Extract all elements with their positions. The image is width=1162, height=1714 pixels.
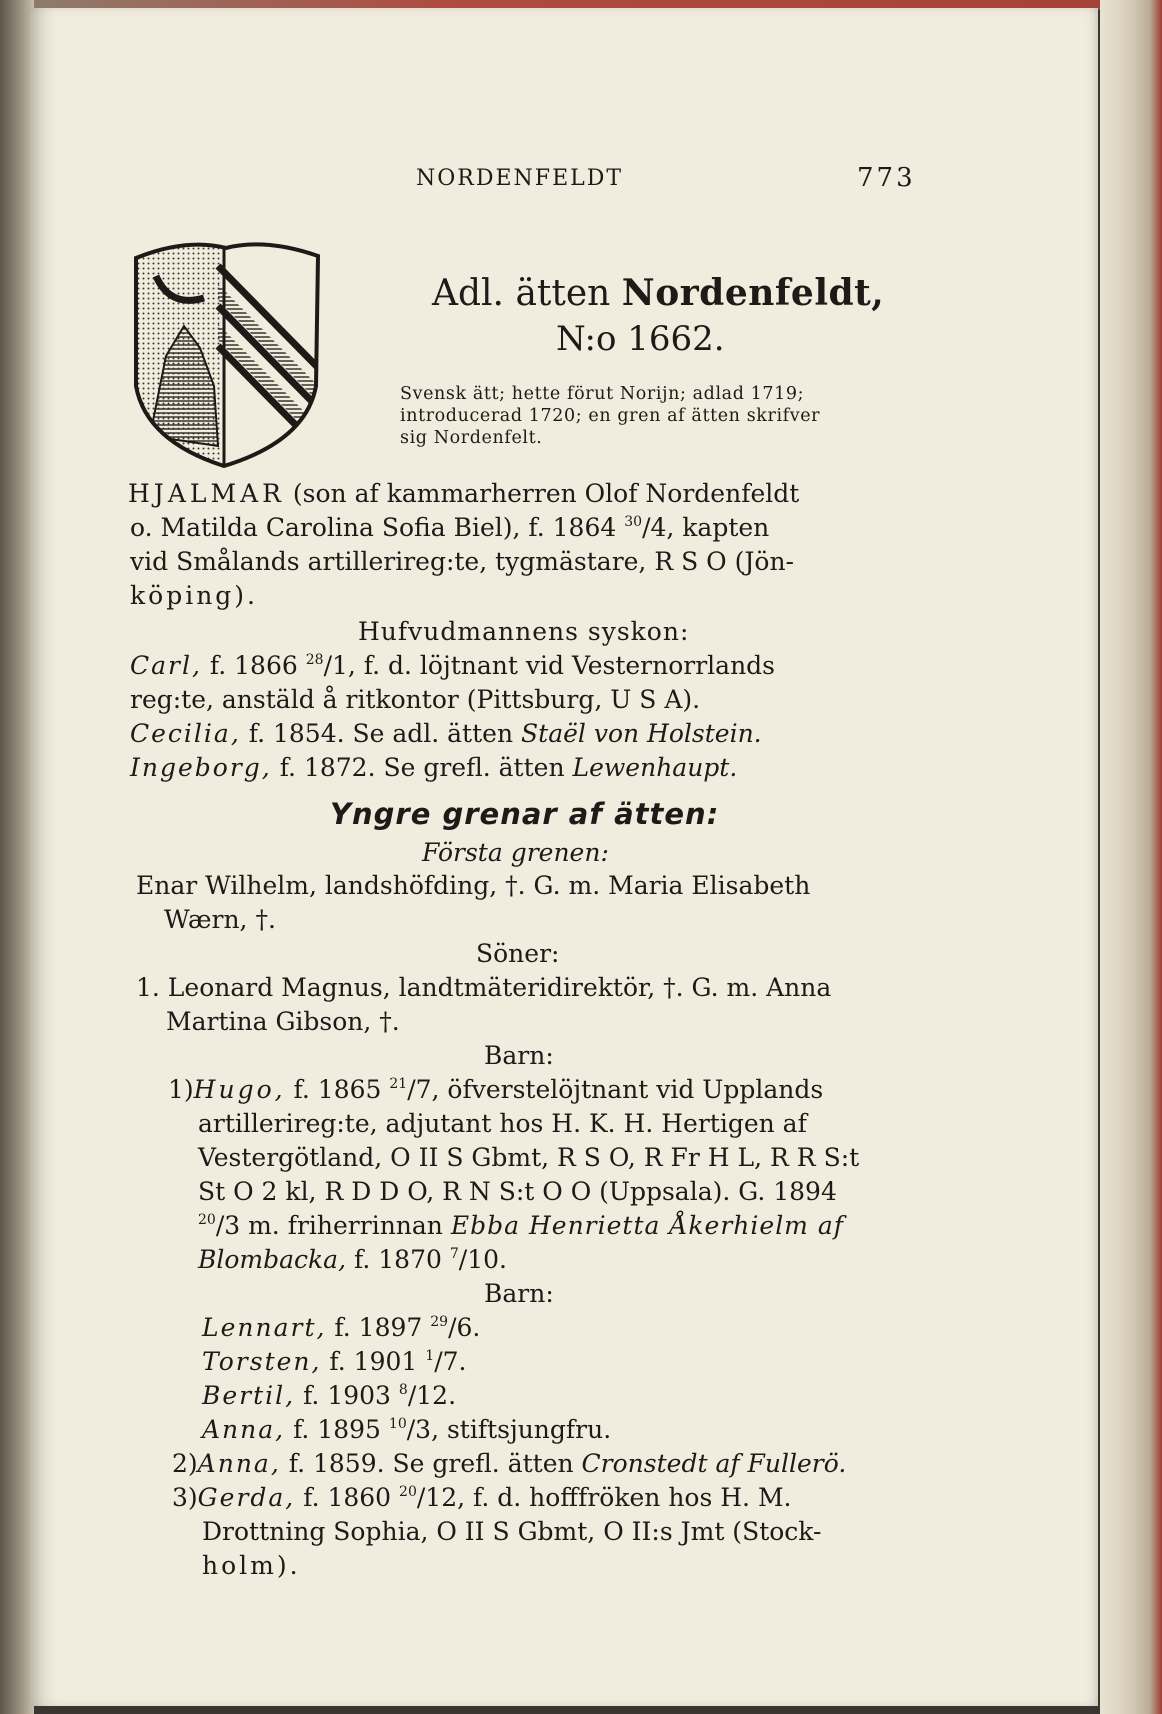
gerda-name: Gerda, (197, 1483, 296, 1512)
family-note-line-2: introducerad 1720; en gren af ätten skrifver (400, 406, 821, 426)
bertil-month: /12. (407, 1381, 457, 1410)
family-title (432, 272, 885, 314)
sibling-ingeborg-ref: Lewenhaupt. (572, 753, 738, 782)
family-number: N:o 1662. (556, 319, 725, 359)
sons-heading: Söner: (476, 939, 560, 968)
torsten-name: Torsten, (202, 1347, 322, 1376)
family-note-line-3: sig Nordenfelt. (400, 428, 543, 448)
sibling-carl-line-1 (130, 653, 775, 678)
einar-line-1: Enar Wilhelm, landshöfding, †. G. m. Maria Elisabeth (136, 871, 811, 900)
hugo-marriage-text: /3 m. friherrinnan (215, 1211, 443, 1240)
children-heading-2: Barn: (484, 1279, 554, 1308)
child-anna (202, 1417, 611, 1442)
head-birth-day: 30 (624, 514, 643, 530)
sibling-carl-rest: /1, f. d. löjtnant vid Vesternorrlands (323, 651, 776, 680)
coat-of-arms-image (126, 236, 328, 472)
hugo-line-3: Vestergötland, O II S Gbmt, R S O, R Fr H L, R R S:t (198, 1143, 860, 1172)
gerda-number: 3) (172, 1483, 198, 1512)
sibling-cecilia-name: Cecilia, (130, 719, 241, 748)
sibling-carl-day: 28 (305, 652, 324, 668)
child-torsten (202, 1349, 466, 1374)
bertil-birth: f. 1903 (303, 1381, 391, 1410)
leonard-line-1: 1. Leonard Magnus, landtmäteridirektör, †. G. m. Anna (136, 973, 832, 1002)
torsten-day: 1 (425, 1348, 435, 1364)
head-line-2 (130, 515, 769, 540)
hugo-line-6 (198, 1247, 507, 1272)
gerda-line-2: Drottning Sophia, O II S Gbmt, O II:s Jmt (Stock- (202, 1517, 822, 1546)
anna-child-day: 10 (388, 1416, 407, 1432)
gerda-line-3: holm). (202, 1551, 301, 1580)
head-name: HJALMAR (128, 479, 285, 508)
head-line-1 (128, 481, 799, 506)
sibling-carl-name: Carl, (130, 651, 202, 680)
hugo-number: 1) (168, 1075, 194, 1104)
hugo-wife-place: Blombacka, (198, 1245, 347, 1274)
torsten-birth: f. 1901 (329, 1347, 418, 1376)
hugo-line-4: St O 2 kl, R D D O, R N S:t O O (Uppsala). G. 1894 (198, 1177, 837, 1206)
hugo-line-1 (168, 1077, 823, 1102)
hugo-wife-name: Ebba Henrietta Åkerhielm af (450, 1211, 844, 1240)
book-page-stack-edge (1100, 0, 1162, 1714)
anna-ref: Cronstedt af Fullerö. (581, 1449, 847, 1478)
sibling-ingeborg-name: Ingeborg, (130, 753, 272, 782)
anna-text: f. 1859. Se grefl. ätten (288, 1449, 574, 1478)
bertil-name: Bertil, (202, 1381, 296, 1410)
anna-child-rest: /3, stiftsjungfru. (406, 1415, 612, 1444)
head-line-3: vid Smålands artillerireg:te, tygmästare, R S O (Jön- (130, 547, 794, 576)
family-note-line-1: Svensk ätt; hette förut Norijn; adlad 1719; (400, 384, 805, 404)
sibling-cecilia-text: f. 1854. Se adl. ätten (248, 719, 514, 748)
hugo-wife-birth: f. 1870 (354, 1245, 442, 1274)
title-prefix: Adl. ätten (432, 273, 611, 314)
torsten-month: /7. (434, 1347, 467, 1376)
branches-heading: Yngre grenar af ätten: (330, 797, 720, 831)
leonard-line-2: Martina Gibson, †. (166, 1007, 400, 1036)
lennart-birth: f. 1897 (334, 1313, 423, 1342)
lennart-month: /6. (448, 1313, 481, 1342)
sibling-carl-line-2: reg:te, anstäld å ritkontor (Pittsburg, U S A). (130, 685, 701, 714)
child-lennart (202, 1315, 480, 1340)
gerda-line-1 (172, 1485, 791, 1510)
head-line-1-rest: (son af kammarherren Olof Nordenfeldt (292, 479, 800, 508)
running-title: NORDENFELDT (416, 166, 624, 191)
hugo-birth: f. 1865 (293, 1075, 382, 1104)
hugo-wife-day: 7 (449, 1246, 459, 1262)
page-number: 773 (857, 163, 916, 193)
siblings-heading: Hufvudmannens syskon: (358, 617, 690, 646)
head-birth-month: /4, kapten (642, 513, 770, 542)
gerda-birth: f. 1860 (303, 1483, 392, 1512)
hugo-line-5 (198, 1213, 844, 1238)
sibling-ingeborg-text: f. 1872. Se grefl. ätten (279, 753, 565, 782)
sibling-ingeborg (130, 755, 737, 780)
hugo-line-2: artillerireg:te, adjutant hos H. K. H. Hertigen af (198, 1109, 807, 1138)
sibling-carl-birth: f. 1866 (209, 651, 298, 680)
anna-number: 2) (172, 1449, 198, 1478)
first-branch-heading: Första grenen: (422, 838, 609, 867)
sibling-cecilia (130, 721, 762, 746)
gerda-rest: /12, f. d. hofffröken hos H. M. (416, 1483, 792, 1512)
head-birth: o. Matilda Carolina Sofia Biel), f. 1864 (130, 513, 617, 542)
child-bertil (202, 1383, 456, 1408)
anna-child-birth: f. 1895 (293, 1415, 381, 1444)
hugo-rest: /7, öfverstelöjtnant vid Upplands (407, 1075, 824, 1104)
head-line-4: köping). (130, 581, 259, 610)
lennart-day: 29 (430, 1314, 449, 1330)
anna-name: Anna, (197, 1449, 281, 1478)
anna-sibling-line (172, 1451, 846, 1476)
bertil-day: 8 (398, 1382, 408, 1398)
hugo-day: 21 (389, 1076, 408, 1092)
hugo-name: Hugo, (193, 1075, 286, 1104)
sibling-cecilia-ref: Staël von Holstein. (521, 719, 762, 748)
children-heading-1: Barn: (484, 1041, 554, 1070)
lennart-name: Lennart, (202, 1313, 327, 1342)
book-binding-edge (0, 0, 34, 1714)
hugo-marriage-day: 20 (198, 1212, 216, 1228)
title-name: Nordenfeldt, (621, 272, 885, 314)
hugo-wife-month: /10. (458, 1245, 507, 1274)
gerda-day: 20 (399, 1484, 417, 1500)
einar-line-2: Wærn, †. (164, 905, 276, 934)
anna-child-name: Anna, (202, 1415, 286, 1444)
